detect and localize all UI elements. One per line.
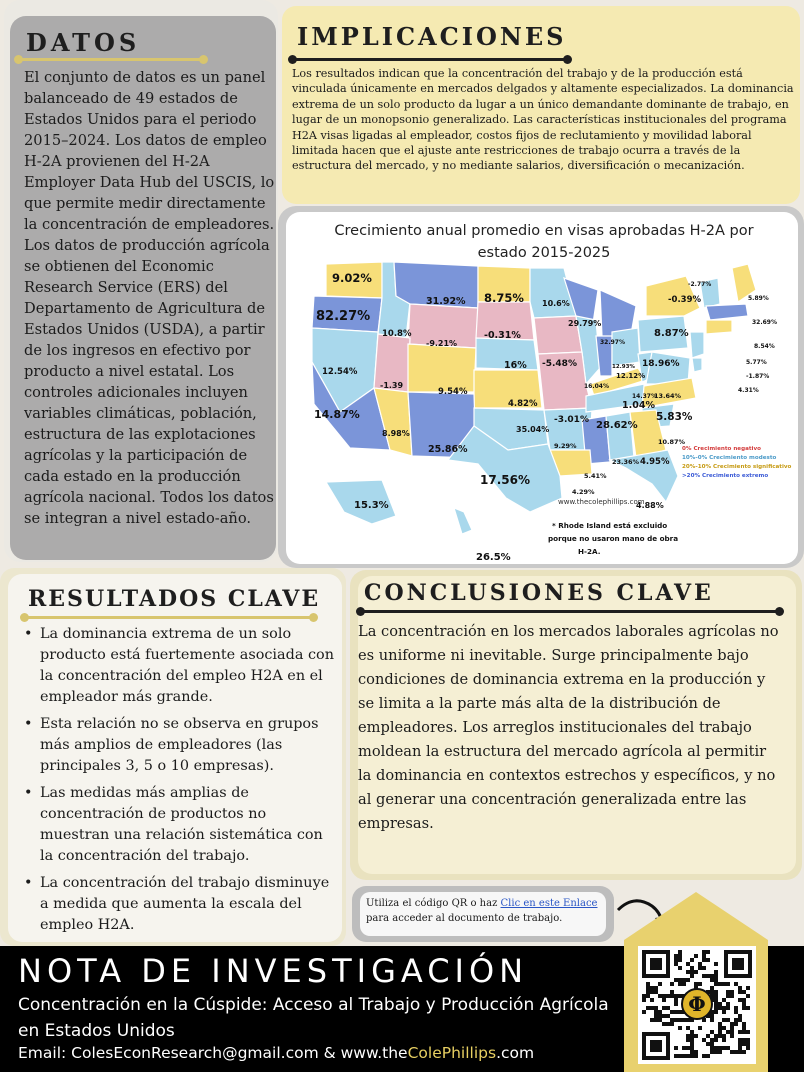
conclusiones-panel — [350, 570, 802, 880]
map-label-sc: 10.87% — [658, 438, 686, 446]
map-label-ms: 23.36% — [612, 458, 640, 466]
map-label-ak: 15.3% — [354, 500, 389, 511]
qr-logo-symbol: Φ — [688, 992, 706, 1016]
map-label-nh: -0.39% — [668, 295, 702, 305]
qr-code[interactable] — [622, 890, 770, 1072]
datos-body: El conjunto de datos es un panel balanceado de 49 estados de Estados Unidos para el periodo 2015–2024. Los datos de empleo H-2A provienen del H-2A Employer Data Hub del USCIS, lo que permite medir directamente la concentración de empleadores. Los datos de producción agrícola se obtienen del Economic Research Service (ERS) del Departamento de Agricultura de Estados Unidos (USDA), a partir de los ingresos en efectivo por producto a nivel estatal. Los controles adicionales incluyen variables climáticas, población, estructura de las explotaciones agrícolas y la participación de cada estado en la producción agrícola nacional. Todos los datos se integran a nivel estado-año. — [24, 69, 275, 527]
map-title-line-2: estado 2015-2025 — [477, 245, 611, 261]
map-card — [286, 212, 798, 564]
conclusiones-heading: CONCLUSIONES CLAVE — [364, 580, 714, 606]
map-label-mn: 10.6% — [542, 299, 570, 308]
map-label-oh: 12.12% — [616, 372, 646, 380]
map-label-il: 16.04% — [584, 383, 609, 390]
legend-item: 10%-0% Crecimiento modesto — [682, 455, 777, 461]
state-ne-ct — [706, 320, 732, 334]
map-label-nv: 12.54% — [322, 367, 358, 377]
map-label-co: 9.54% — [438, 387, 468, 397]
state-hi — [454, 508, 472, 534]
legend-item: 0% Crecimiento negativo — [682, 446, 761, 452]
map-label-wi: 29.79% — [568, 319, 602, 328]
map-label-wv: 14.37% — [632, 393, 657, 400]
list-item: • La dominancia extrema de un solo producto está fuertemente asociada con la concentración del empleo H2A en el empleador más grande. — [20, 624, 340, 708]
map-label-ne: 16% — [504, 360, 527, 371]
resultados-list — [20, 624, 340, 942]
map-label-sd: -0.31% — [484, 330, 521, 341]
map-label-ut: -1.39 — [380, 381, 404, 390]
resultados-panel — [0, 568, 346, 946]
state-ne-ma — [706, 304, 748, 320]
map-label-nc: 5.83% — [656, 411, 693, 423]
map-label-la2: 4.29% — [572, 488, 595, 496]
map-label-mi: 32.97% — [600, 339, 625, 346]
resultados-divider — [24, 616, 314, 619]
map-title-line-1: Crecimiento anual promedio en visas aprobadas H-2A por — [334, 223, 754, 239]
footer-contact — [18, 1044, 534, 1062]
map-panel — [278, 206, 804, 568]
qr-note-panel — [352, 886, 614, 942]
map-label-or: 82.27% — [316, 309, 371, 324]
qr-note-prefix: Utiliza el código QR o haz — [366, 898, 501, 909]
state-oh — [612, 328, 640, 366]
legend-item: 20%-10% Crecimiento significativo — [682, 464, 792, 470]
list-item: • Esta relación no se observa en grupos más amplios de empleadores (las principales 3, 5 o 10 empresas). — [20, 714, 340, 777]
map-label-fl: 4.88% — [636, 501, 664, 510]
map-label-mo: -3.01% — [554, 415, 589, 425]
map-label-tn: 28.62% — [596, 420, 638, 431]
map-label-ca: 14.87% — [314, 408, 360, 421]
conclusiones-body: La concentración en los mercados laborales agrícolas no es uniforme ni inevitable. Surge principalmente bajo condiciones de dominancia extrema en la producción y se limita a la parte más alta de la distribución de empleadores. Los arreglos institucionales del trabajo moldean la estructura del mercado agrícola al permitir la dominancia en contextos estrechos y específicos, y no al generar una concentración generalizada entre las empresas. — [358, 623, 779, 832]
working-paper-link[interactable]: Clic en este Enlace — [500, 898, 598, 909]
map-label-in: 12.93% — [612, 364, 635, 370]
map-label-mt: 31.92% — [426, 296, 466, 307]
map-note-line-1: * Rhode Island está excluido porque no usaron mano de obra H-2A. — [548, 521, 679, 556]
map-label-nj: 5.77% — [746, 359, 767, 366]
footer-domain: .com — [496, 1044, 535, 1062]
footer-subtitle: Concentración en la Cúspide: Acceso al Trabajo y Producción Agrícola en Estados Unidos — [18, 995, 609, 1041]
conclusiones-divider — [360, 610, 780, 613]
us-map — [286, 212, 798, 564]
state-nj — [690, 332, 704, 358]
implicaciones-heading: IMPLICACIONES — [297, 22, 567, 51]
map-label-me: 5.89% — [748, 295, 769, 302]
map-label-ar: 9.29% — [554, 442, 577, 450]
map-label-tx: 17.56% — [480, 473, 530, 487]
map-label-nd: 8.75% — [484, 291, 524, 305]
datos-divider — [18, 58, 204, 61]
map-label-nm: 25.86% — [428, 444, 468, 455]
state-de — [692, 358, 702, 372]
map-label-wa: 9.02% — [332, 271, 372, 285]
list-item: • La concentración del trabajo disminuye a medida que aumenta la escala del empleo H2A. — [20, 873, 340, 936]
qr-note — [360, 892, 606, 936]
map-label-wy: -9.21% — [426, 339, 458, 348]
implicaciones-divider — [292, 58, 568, 61]
implicaciones-body: Los resultados indican que la concentración del trabajo y de la producción está vinculada únicamente en mercados delgados y altamente especializados. La dominancia extrema de un solo producto da lugar a un único demandante dominante de trabajo, en lugar de un monopsonio generalizado. Las características institucionales del programa H2A visas ligadas al empleador, costos fijos de reclutamiento y movilidad laboral limitada hacen que el ajuste ante restricciones de trabajo ocurra a través de la estructura del mercado, y no mediante salarios, diversificación o mecanización. — [292, 67, 794, 173]
map-label-ct: 8.54% — [754, 343, 775, 350]
resultados-heading: RESULTADOS CLAVE — [28, 586, 321, 612]
datos-heading: DATOS — [26, 28, 141, 57]
state-co — [408, 344, 476, 392]
map-label-ny: 8.87% — [654, 328, 689, 339]
map-label-la: 5.41% — [584, 472, 607, 480]
map-label-az: 8.98% — [382, 429, 410, 438]
map-website: www.thecolephillips.com — [558, 498, 645, 506]
map-label-al: 4.95% — [640, 457, 670, 467]
map-label-ks: 4.82% — [508, 399, 538, 409]
legend-item: >20% Crecimiento extremo — [682, 473, 769, 479]
map-label-vt: -2.77% — [688, 281, 712, 288]
map-label-de: -1.87% — [746, 373, 770, 380]
map-label-ia: -5.48% — [542, 359, 577, 369]
footer-email: Email: ColesEconResearch@gmail.com & www.the — [18, 1044, 408, 1062]
footer-brand: ColePhillips — [407, 1044, 497, 1062]
map-label-ma: 32.69% — [752, 319, 777, 326]
qr-note-suffix: para acceder al documento de trabajo. — [366, 913, 563, 924]
map-label-hi: 26.5% — [476, 552, 511, 563]
footer-title: NOTA DE INVESTIGACIÓN — [18, 952, 529, 990]
datos-panel — [4, 0, 278, 562]
map-label-md: 4.31% — [738, 387, 759, 394]
map-label-id: 10.8% — [382, 329, 412, 339]
map-label-ky: 1.04% — [622, 400, 655, 411]
map-label-pa: 18.96% — [642, 359, 680, 369]
list-item: • Las medidas más amplias de concentración de productos no muestran una relación sistemática con la concentración del trabajo. — [20, 783, 340, 867]
map-label-va: 13.64% — [654, 392, 682, 400]
map-label-ok: 35.04% — [516, 425, 550, 434]
implicaciones-panel — [282, 6, 800, 204]
